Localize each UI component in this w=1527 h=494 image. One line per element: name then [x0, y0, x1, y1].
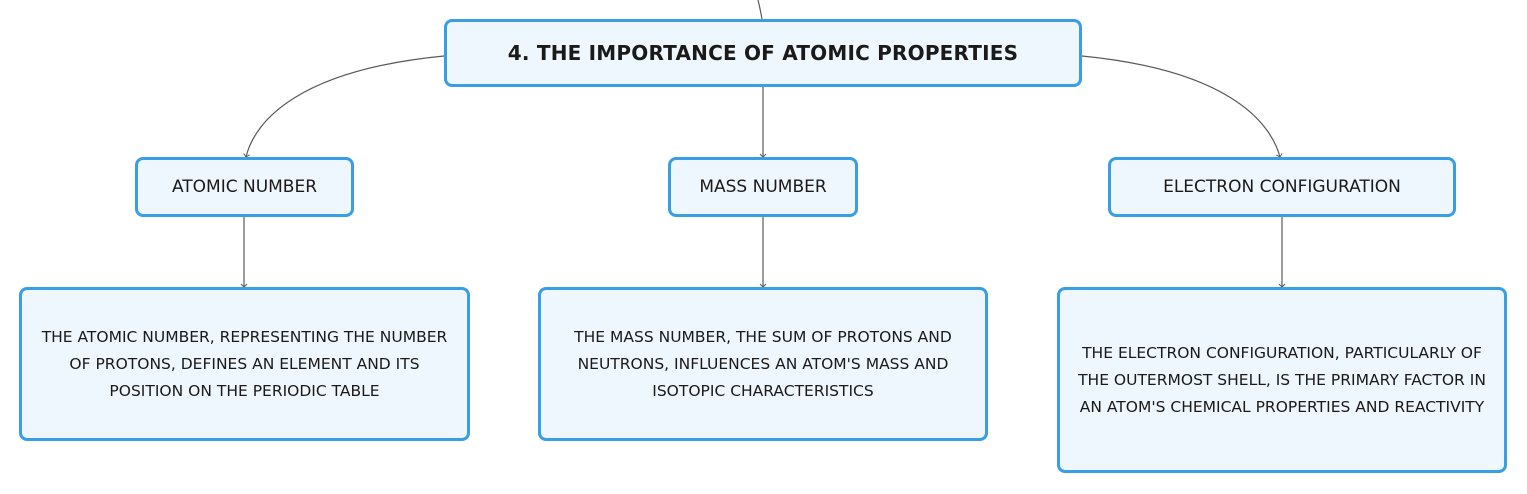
- detail-node-electron-configuration[interactable]: [1057, 287, 1507, 473]
- branch-node-atomic-number[interactable]: [135, 157, 354, 217]
- connector-root-to-electron-configuration: [1082, 56, 1280, 157]
- root-topic-label: 4. THE IMPORTANCE OF ATOMIC PROPERTIES: [507, 41, 1019, 65]
- branch-node-mass-number[interactable]: [668, 157, 858, 217]
- detail-node-mass-number[interactable]: [538, 287, 988, 441]
- detail-text: THE ATOMIC NUMBER, REPRESENTING THE NUMBER OF PROTONS, DEFINES AN ELEMENT AND ITS POSITION ON THE PERIODIC TABLE: [41, 327, 448, 400]
- branch-node-electron-configuration[interactable]: [1108, 157, 1456, 217]
- detail-node-atomic-number[interactable]: [19, 287, 470, 441]
- root-topic-node[interactable]: [444, 19, 1082, 87]
- detail-text: THE ELECTRON CONFIGURATION, PARTICULARLY OF THE OUTERMOST SHELL, IS THE PRIMARY FACTOR IN AN ATOM'S CHEMICAL PROPERTIES AND REACTIVITY: [1078, 343, 1486, 416]
- branch-label: MASS NUMBER: [699, 177, 827, 197]
- connector-root-to-atomic-number: [246, 56, 444, 157]
- detail-text: THE MASS NUMBER, THE SUM OF PROTONS AND NEUTRONS, INFLUENCES AN ATOM'S MASS AND ISOTOPIC CHARACTERISTICS: [574, 327, 952, 400]
- incoming-connector: [758, 0, 762, 19]
- branch-label: ELECTRON CONFIGURATION: [1163, 177, 1401, 197]
- branch-label: ATOMIC NUMBER: [171, 177, 318, 197]
